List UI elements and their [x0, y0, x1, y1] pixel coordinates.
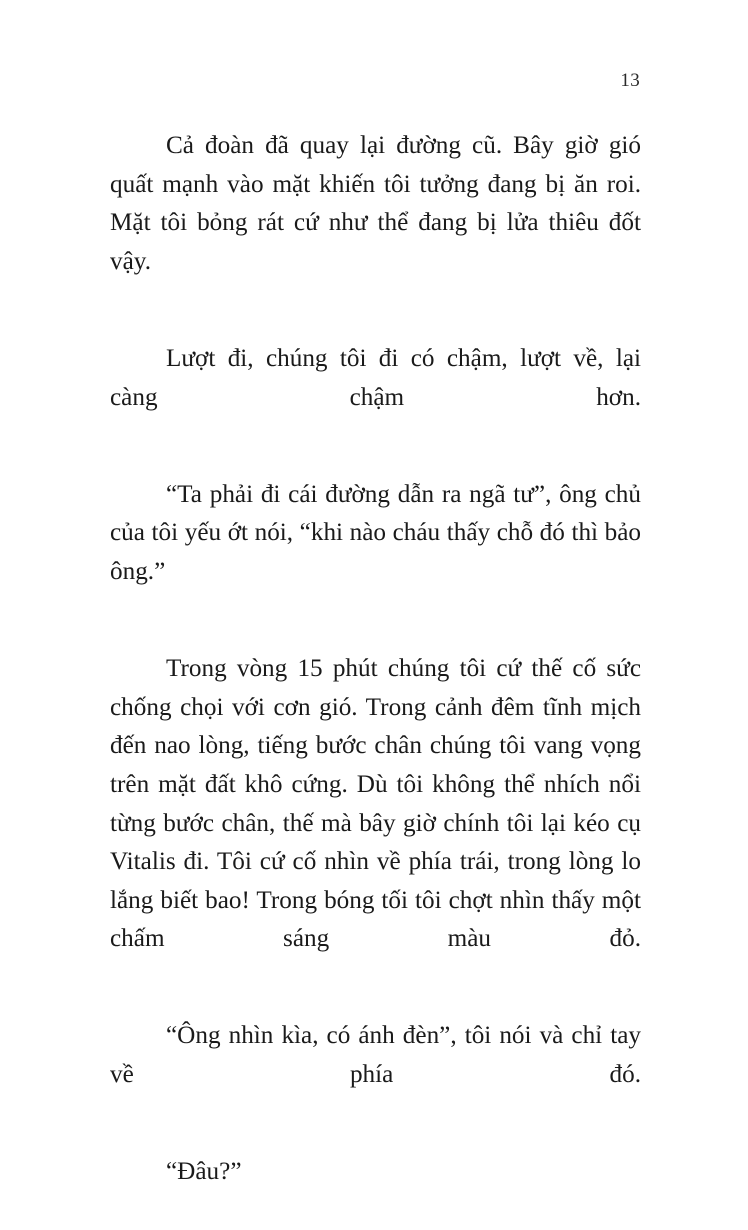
paragraph: “Ông nhìn kìa, có ánh đèn”, tôi nói và chỉ tay về phía đó.: [110, 1022, 641, 1089]
paragraph: Trong vòng 15 phút chúng tôi cứ thế cố sức chống chọi với cơn gió. Trong cảnh đêm tĩnh mịch đến nao lòng, tiếng bước chân chúng tôi vang vọng trên mặt đất khô cứng. Dù tôi không thể nhích nổi từng bước chân, thế mà bây giờ chính tôi lại kéo cụ Vitalis đi. Tôi cứ cố nhìn về phía trái, trong lòng lo lắng biết bao! Trong bóng tối tôi chợt nhìn thấy một chấm sáng màu đỏ.: [110, 655, 641, 953]
paragraph: Cả đoàn đã quay lại đường cũ. Bây giờ gió quất mạnh vào mặt khiến tôi tưởng đang bị ăn roi. Mặt tôi bỏng rát cứ như thể đang bị lửa thiêu đốt vậy.: [110, 132, 641, 275]
paragraph: Lượt đi, chúng tôi đi có chậm, lượt về, lại càng chậm hơn.: [110, 344, 641, 411]
page-text-block: [110, 127, 641, 1230]
page-number: 13: [620, 70, 640, 91]
paragraph: “Ta phải đi cái đường dẫn ra ngã tư”, ông chủ của tôi yếu ớt nói, “khi nào cháu thấy chỗ đó thì bảo ông.”: [110, 480, 641, 585]
paragraph: “Đâu?”: [166, 1158, 242, 1186]
folio-container: [110, 66, 640, 96]
